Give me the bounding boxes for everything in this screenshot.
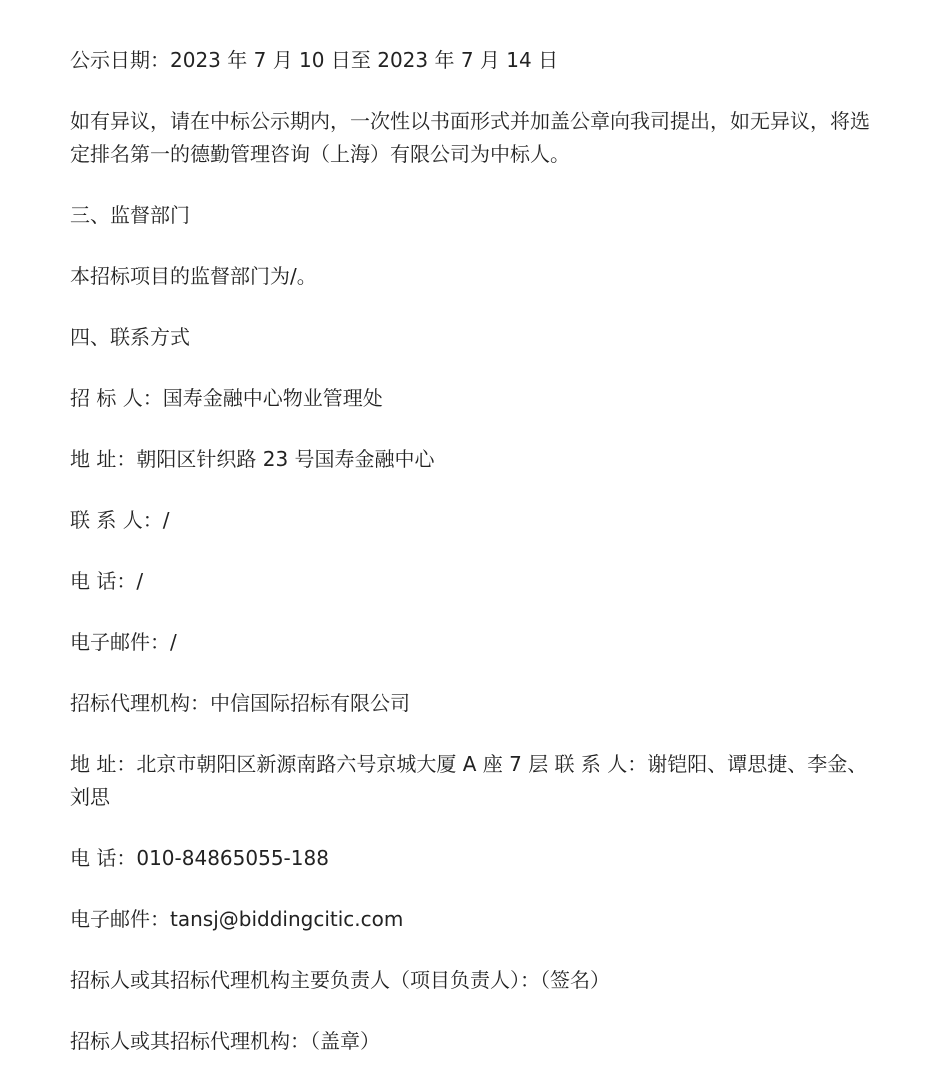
publicity-date: 公示日期：2023 年 7 月 10 日至 2023 年 7 月 14 日 xyxy=(70,48,559,72)
agency-name: 招标代理机构：中信国际招标有限公司 xyxy=(70,691,410,715)
document-body xyxy=(70,44,885,1086)
agency-phone: 电 话：010-84865055-188 xyxy=(70,846,329,870)
agency-address: 地 址：北京市朝阳区新源南路六号京城大厦 A 座 7 层 联 系 人：谢铠阳、谭思捷、李金、刘思 xyxy=(70,752,868,809)
section-heading-contact: 四、联系方式 xyxy=(70,325,190,349)
objection-notice: 如有异议，请在中标公示期内，一次性以书面形式并加盖公章向我司提出，如无异议，将选 定排名第一的德勤管理咨询（上海）有限公司为中标人。 xyxy=(70,109,870,166)
tenderer-contact: 联 系 人：/ xyxy=(70,508,170,532)
signature-line: 招标人或其招标代理机构主要负责人（项目负责人）：（签名） xyxy=(70,968,610,992)
seal-line: 招标人或其招标代理机构：（盖章） xyxy=(70,1029,380,1053)
tenderer-address: 地 址：朝阳区针织路 23 号国寿金融中心 xyxy=(70,447,435,471)
section-heading-supervision: 三、监督部门 xyxy=(70,203,190,227)
tenderer-name: 招 标 人：国寿金融中心物业管理处 xyxy=(70,386,383,410)
tenderer-email: 电子邮件：/ xyxy=(70,630,177,654)
agency-email: 电子邮件：tansj@biddingcitic.com xyxy=(70,907,404,931)
tenderer-phone: 电 话：/ xyxy=(70,569,144,593)
supervision-text: 本招标项目的监督部门为/。 xyxy=(70,264,317,288)
